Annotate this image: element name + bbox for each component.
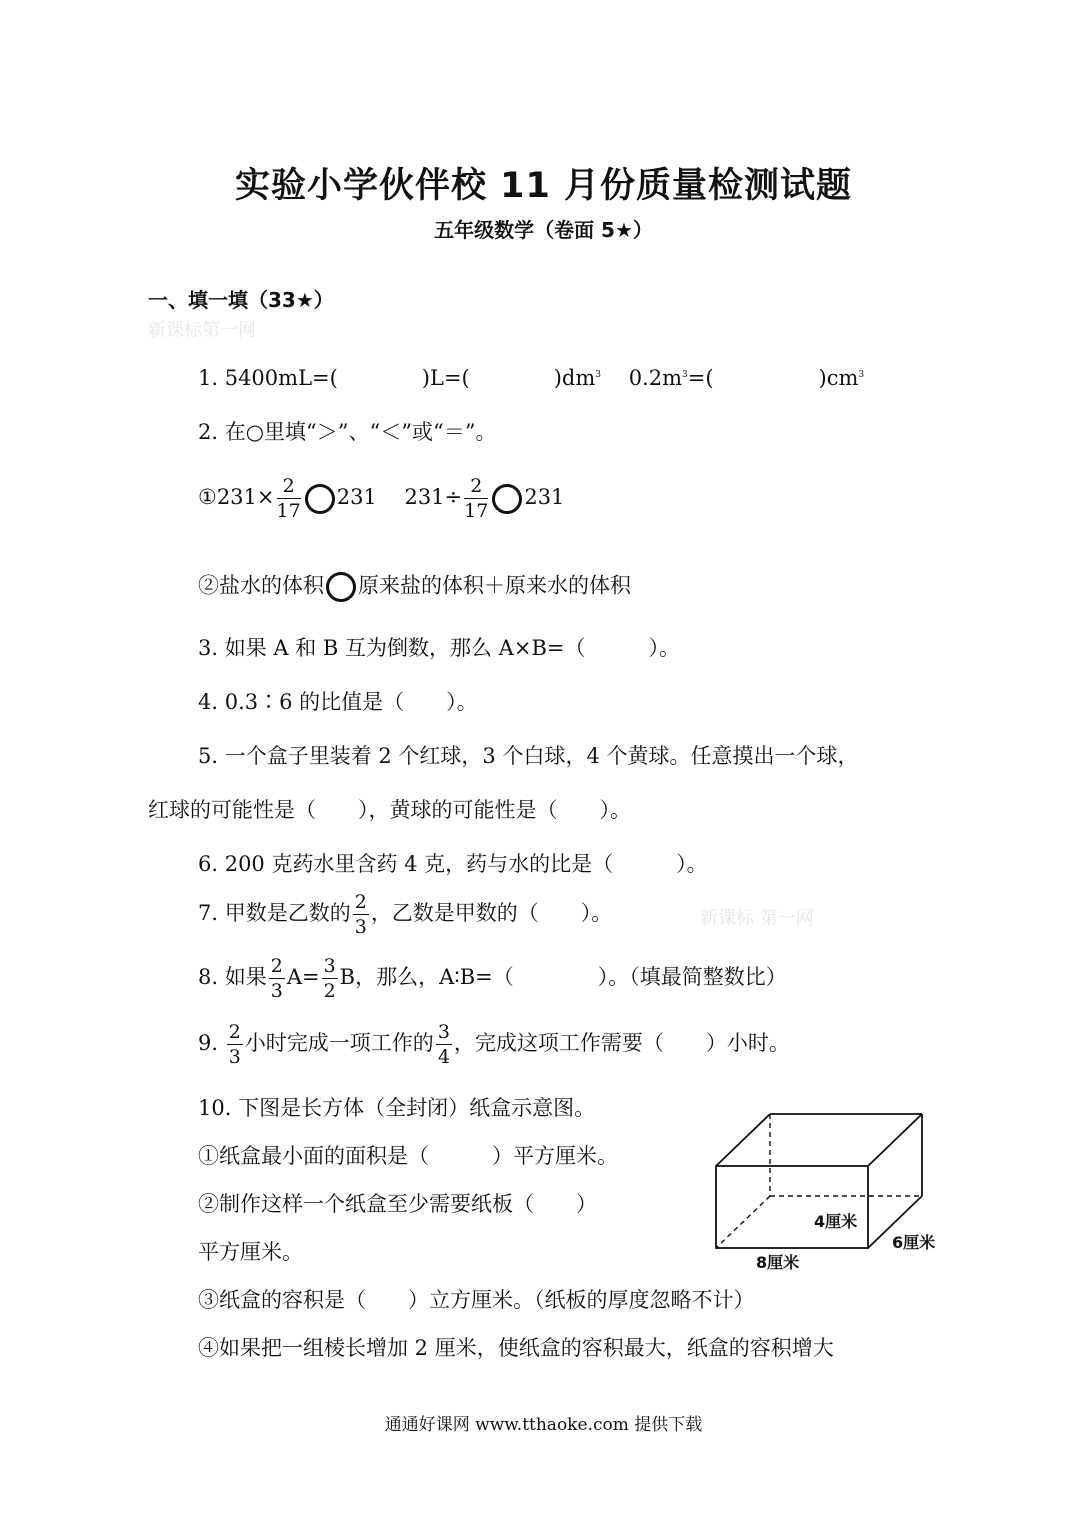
question-9: 9. $\frac{2}{3}$ 小时完成一项工作的 $\frac{3}{4}$ ，完成这项工作需要（ ）小时。 (198, 1021, 790, 1068)
box-height-label: 4厘米 (814, 1212, 858, 1231)
fraction: $\frac{2}{3}$ (354, 891, 367, 938)
box-length-label: 8厘米 (756, 1253, 800, 1272)
question-8: 8. 如果 $\frac{2}{3}$ A= $\frac{3}{2}$ B，那么，A∶B=（ ）。（填最简整数比） (198, 955, 787, 1002)
question-1: 1. 5400mL=( )L=( )$dm^3$ $0.2m^3=$( )$cm^3$ (198, 366, 865, 390)
compare-circle[interactable] (492, 484, 522, 514)
box-width-label: 6厘米 (892, 1233, 936, 1252)
question-7: 7. 甲数是乙数的 $\frac{2}{3}$ ，乙数是甲数的（ ）。 (198, 891, 613, 938)
fraction: $\frac{2}{3}$ (228, 1021, 241, 1068)
question-10: 10. 下图是长方体（全封闭）纸盒示意图。 (198, 1096, 596, 1120)
question-2a: ①231× $\frac{2}{17}$ 231 231÷ $\frac{2}{17}$ 231 (198, 475, 565, 522)
question-10-2: ②制作这样一个纸盒至少需要纸板（ ） (198, 1192, 597, 1216)
fraction: $\frac{3}{4}$ (437, 1021, 450, 1068)
question-10-4: ④如果把一组棱长增加 2 厘米，使纸盒的容积最大，纸盒的容积增大 (198, 1336, 834, 1360)
question-3: 3. 如果 A 和 B 互为倒数，那么 A×B=（ ）。 (198, 636, 680, 660)
compare-circle[interactable] (326, 572, 356, 602)
question-4: 4. 0.3∶6 的比值是（ ）。 (198, 690, 478, 714)
page-footer: 通通好课网 www.tthaoke.com 提供下载 (384, 1415, 703, 1435)
question-2: 2. 在○里填“＞”、“＜”或“＝”。 (198, 420, 497, 444)
watermark: 新课标第一网 (148, 320, 256, 341)
watermark: 新课标 第一网 (700, 908, 814, 929)
fraction: $\frac{2}{3}$ (270, 955, 283, 1002)
question-10-2-cont: 平方厘米。 (198, 1240, 303, 1264)
section-heading: 一、填一填（33★） (148, 288, 334, 312)
question-6: 6. 200 克药水里含药 4 克，药与水的比是（ ）。 (198, 852, 708, 876)
question-5-line2: 红球的可能性是（ ），黄球的可能性是（ ）。 (148, 798, 631, 822)
question-10-1: ①纸盒最小面的面积是（ ）平方厘米。 (198, 1144, 618, 1168)
compare-circle[interactable] (305, 484, 335, 514)
fraction: $\frac{3}{2}$ (323, 955, 336, 1002)
question-10-3: ③纸盒的容积是（ ）立方厘米。（纸板的厚度忽略不计） (198, 1288, 755, 1312)
question-2b: ②盐水的体积 原来盐的体积＋原来水的体积 (198, 572, 631, 602)
page-subtitle: 五年级数学（卷面 5★） (434, 218, 653, 242)
question-5-line1: 5. 一个盒子里装着 2 个红球，3 个白球，4 个黄球。任意摸出一个球， (198, 744, 859, 768)
page-title: 实验小学伙伴校 11 月份质量检测试题 (234, 166, 853, 206)
fraction: $\frac{2}{17}$ (464, 475, 489, 522)
fraction: $\frac{2}{17}$ (276, 475, 301, 522)
